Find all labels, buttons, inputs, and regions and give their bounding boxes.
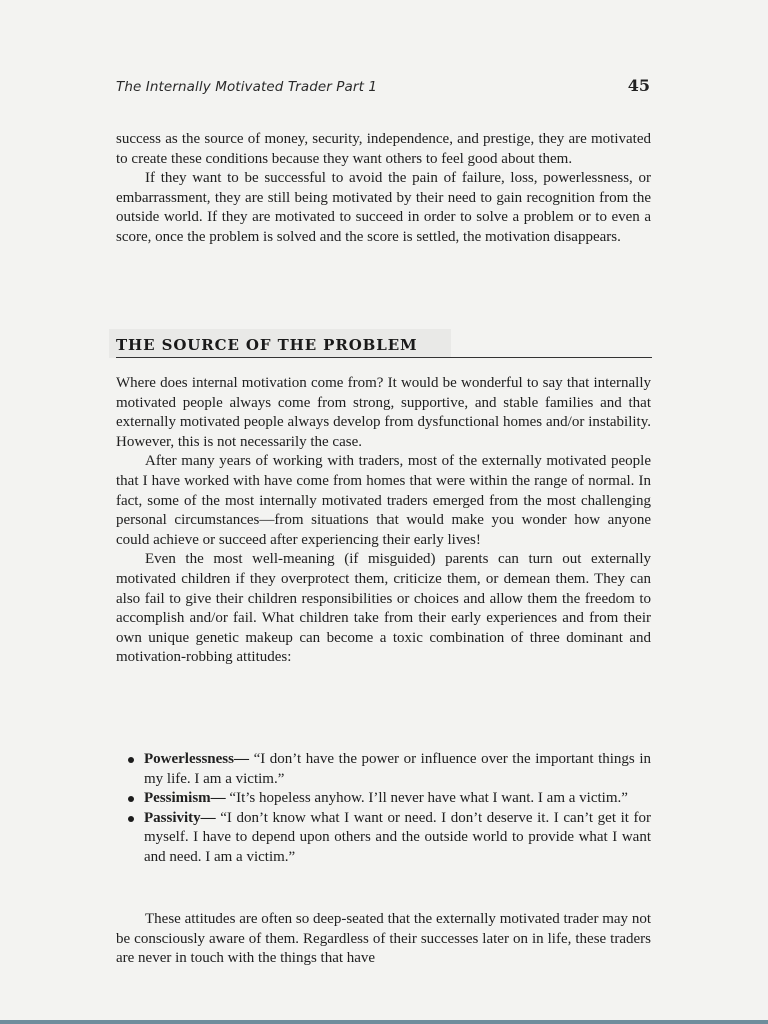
bullet-text: “It’s hopeless anyhow. I’ll never have what I want. I am a victim.” bbox=[225, 790, 628, 807]
intro-text bbox=[116, 130, 651, 248]
list-item bbox=[128, 789, 651, 809]
running-head bbox=[116, 76, 652, 99]
section-heading: THE SOURCE OF THE PROBLEM bbox=[116, 336, 418, 354]
attitude-list bbox=[128, 750, 651, 868]
section-paragraph: Even the most well-meaning (if misguided) parents can turn out externally motivated children if they overprotect them, criticize them, or demean them. They can also fail to give their children responsibilities or choices and allow them the freedom to accomplish and/or fail. What children take from their early experiences and from their own unique genetic makeup can become a toxic combination of three dominant and motivation-robbing attitudes: bbox=[116, 551, 651, 666]
bullet-text: “I don’t know what I want or need. I don’t deserve it. I can’t get it for myself. I have to depend upon others and the outside world to provide what I want and need. I am a victim.” bbox=[144, 809, 651, 865]
section-paragraph: Where does internal motivation come from? It would be wonderful to say that internally motivated people always come from strong, supportive, and stable families and that externally motivated people always develop from dysfunctional homes and/or instability. However, this is not necessarily the case. bbox=[116, 375, 651, 450]
closing-text bbox=[116, 910, 651, 969]
bullet-icon bbox=[128, 816, 134, 822]
section-rule bbox=[116, 357, 652, 358]
bullet-icon bbox=[128, 796, 134, 802]
bottom-border bbox=[0, 1020, 768, 1024]
bullet-text: “I don’t have the power or influence over the important things in my life. I am a victim.” bbox=[144, 751, 651, 787]
section-heading-block bbox=[109, 329, 652, 361]
section-text bbox=[116, 374, 651, 668]
closing-paragraph: These attitudes are often so deep-seated that the externally motivated trader may not be consciously aware of them. Regardless of their successes later on in life, these traders are never in touch with the things that have bbox=[116, 911, 651, 967]
section-paragraph: After many years of working with traders, most of the externally motivated people that I have worked with have come from homes that were within the range of normal. In fact, some of the most internally motivated traders emerged from the most challenging personal circumstances—from situations that would make you wonder how anyone could achieve or succeed after experiencing their early lives! bbox=[116, 453, 651, 548]
list-item bbox=[128, 750, 651, 789]
bullet-term: Powerlessness— bbox=[144, 751, 249, 767]
intro-paragraph: If they want to be successful to avoid the pain of failure, loss, powerlessness, or embarrassment, they are still being motivated by their need to gain recognition from the outside world. If they are motivated to succeed in order to solve a problem or to even a score, once the problem is solved and the score is settled, the motivation disappears. bbox=[116, 170, 651, 245]
bullet-term: Pessimism— bbox=[144, 790, 226, 807]
bullet-term: Passivity— bbox=[144, 809, 216, 826]
running-head-title: The Internally Motivated Trader Part 1 bbox=[116, 79, 378, 95]
page-number: 45 bbox=[627, 76, 650, 95]
list-item bbox=[128, 809, 651, 868]
bullet-icon bbox=[128, 757, 134, 763]
intro-paragraph: success as the source of money, security, independence, and prestige, they are motivated to create these conditions because they want others to feel good about them. bbox=[116, 131, 651, 167]
